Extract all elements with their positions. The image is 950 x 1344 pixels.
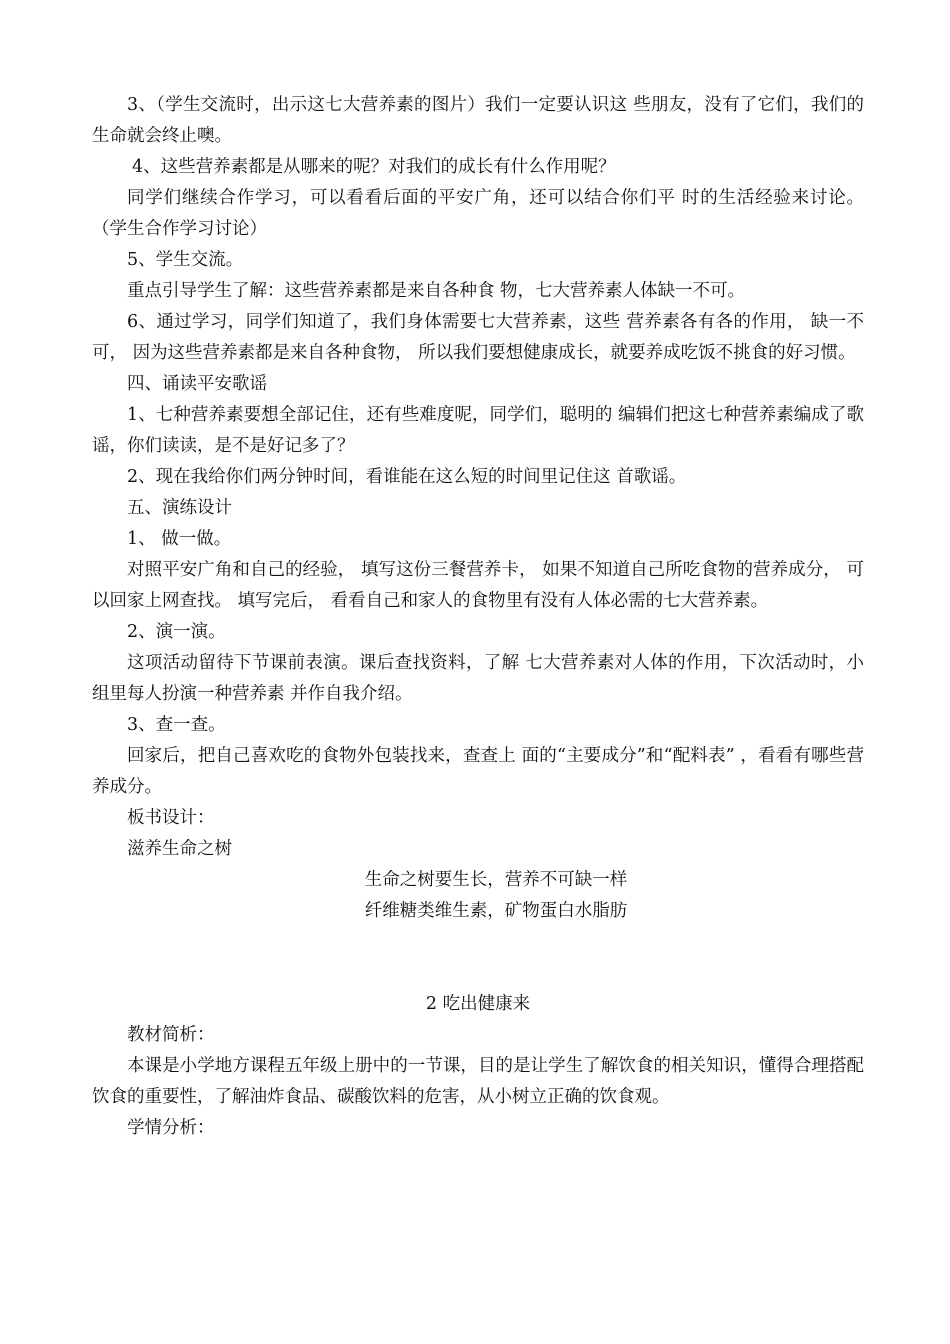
lesson-title: 2 吃出健康来	[425, 994, 531, 1014]
paragraph: 回家后，把自己喜欢吃的食物外包装找来，查查上 面的“主要成分”和“配料表” ，看看有哪些营养成分。	[92, 746, 864, 797]
paragraph: 6、通过学习，同学们知道了，我们身体需要七大营养素，这些 营养素各有各的作用， 缺一不可， 因为这些营养素都是来自各种食物， 所以我们要想健康成长，就要养成吃饭不挑食的好习惯。	[92, 312, 864, 363]
verse-line: 生命之树要生长，营养不可缺一样	[364, 870, 628, 890]
paragraph: 5、学生交流。	[127, 250, 244, 270]
paragraph: 对照平安广角和自己的经验， 填写这份三餐营养卡， 如果不知道自己所吃食物的营养成分， 可以回家上网查找。 填写完后， 看看自己和家人的食物里有没有人体必需的七大营养素。	[92, 560, 864, 611]
paragraph: 1、 做一做。	[127, 529, 232, 549]
document-page	[92, 90, 864, 1144]
paragraph: 学情分析：	[127, 1118, 215, 1138]
paragraph: 本课是小学地方课程五年级上册中的一节课，目的是让学生了解饮食的相关知识，懂得合理搭配饮食的重要性，了解油炸食品、碳酸饮料的危害，从小树立正确的饮食观。	[92, 1056, 864, 1107]
paragraph: 重点引导学生了解：这些营养素都是来自各种食 物，七大营养素人体缺一不可。	[127, 281, 746, 301]
verse-line: 纤维糖类维生素，矿物蛋白水脂肪	[364, 901, 628, 921]
paragraph: 2、演一演。	[127, 622, 226, 642]
section-heading: 五、演练设计	[127, 498, 232, 518]
paragraph: 教材简析：	[127, 1025, 215, 1045]
paragraph: 4、这些营养素都是从哪来的呢？对我们的成长有什么作用呢？	[132, 157, 616, 177]
paragraph: 滋养生命之树	[127, 839, 232, 859]
paragraph: 2、现在我给你们两分钟时间，看谁能在这么短的时间里记住这 首歌谣。	[127, 467, 687, 487]
paragraph: 同学们继续合作学习，可以看看后面的平安广角，还可以结合你们平 时的生活经验来讨论。 （学生合作学习讨论）	[92, 188, 864, 239]
paragraph: 3、查一查。	[127, 715, 226, 735]
paragraph: 1、七种营养素要想全部记住，还有些难度呢，同学们，聪明的 编辑们把这七种营养素编成了歌谣，你们读读，是不是好记多了？	[92, 405, 864, 456]
paragraph: 3、（学生交流时，出示这七大营养素的图片）我们一定要认识这 些朋友，没有了它们，我们的生命就会终止噢。	[92, 95, 864, 146]
section-heading: 四、诵读平安歌谣	[127, 374, 267, 394]
paragraph: 这项活动留待下节课前表演。课后查找资料，了解 七大营养素对人体的作用，下次活动时，小组里每人扮演一种营养素 并作自我介绍。	[92, 653, 864, 704]
paragraph: 板书设计：	[127, 808, 215, 828]
